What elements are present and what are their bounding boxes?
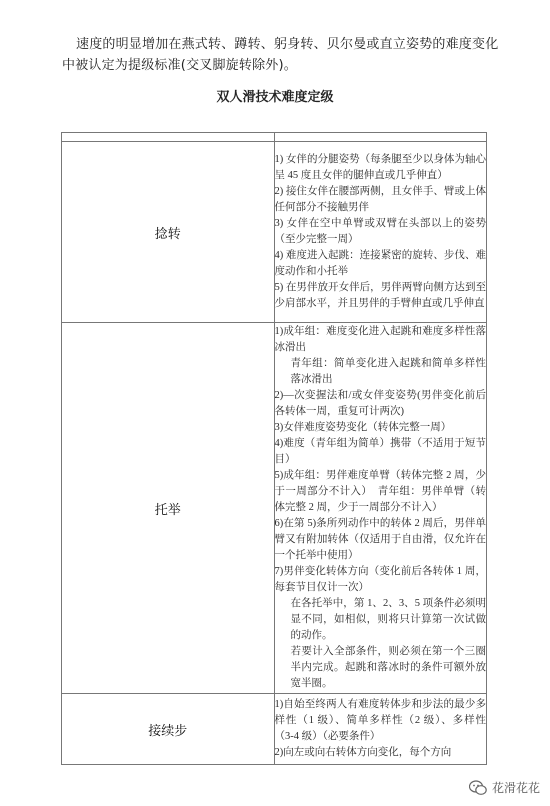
difficulty-table [61, 132, 487, 765]
table-title: 双人滑技术难度定级 [216, 90, 334, 105]
feature-line: 4) 难度进入起跳：连接紧密的旋转、步伐、难度动作和小托举 [274, 250, 486, 277]
feature-line: 4)难度（青年组为简单）携带（不适用于短节目） [274, 438, 486, 465]
feature-line: 5) 在男伴放开女伴后，男伴两臂向侧方达到至少肩部水平，并且男伴的手臂伸直或几乎伸直 [274, 282, 486, 309]
feature-line: 若要计入全部条件，则必须在第一个三圈半内完成。起跳和落冰时的条件可额外放宽半圈。 [290, 646, 486, 689]
watermark-text: 花滑花花 [491, 781, 540, 795]
feature-line: 2) 接住女伴在腰部两侧，且女伴手、臂或上体任何部分不接触男伴 [274, 186, 486, 213]
wechat-icon [469, 780, 487, 796]
row-category: 托举 [62, 323, 275, 694]
row-features [274, 142, 487, 323]
feature-line: 在各托举中，第 1、2、3、5 项条件必须明显不同，如相似，则将只计算第一次试做的动作。 [290, 598, 486, 641]
feature-line: 2)向左或向右转体方向变化，每个方向 [274, 747, 452, 758]
table-row [62, 142, 487, 323]
table-spacer-row [62, 133, 487, 142]
feature-line: 3) 女伴在空中单臂或双臂在头部以上的姿势（至少完整一周） [274, 218, 486, 245]
table-row [62, 323, 487, 694]
feature-line: 1)自始至终两人有难度转体步和步法的最少多样性（1 级）、简单多样性（2 级）、多样性（3-4 级）（必要条件） [274, 699, 486, 742]
feature-line: 6)在第 5)条所列动作中的转体 2 周后，男伴单臂又有附加转体（仅适用于自由滑，仅允许在一个托举中使用） [274, 518, 486, 561]
table-row [62, 694, 487, 765]
feature-line: 2)—次变握法和/或女伴变姿势(男伴变化前后各转体一周，重复可计两次) [274, 390, 486, 417]
row-features [274, 323, 487, 694]
feature-line: 3)女伴难度姿势变化（转体完整一周） [274, 422, 452, 433]
row-category: 接续步 [62, 694, 275, 765]
intro-paragraph: 速度的明显增加在燕式转、蹲转、躬身转、贝尔曼或直立姿势的难度变化中被认定为提级标准(交叉脚旋转除外)。 [62, 37, 499, 73]
feature-line: 青年组：简单变化进入起跳和简单多样性落冰滑出 [290, 358, 486, 385]
row-features [274, 694, 487, 765]
watermark [469, 779, 540, 796]
feature-line: 5)成年组：男伴难度单臂（转体完整 2 周，少于一周部分不计入） 青年组：男伴单臂（转体完整 2 周，少于一周部分不计入） [274, 470, 486, 513]
feature-line: 7)男伴变化转体方向（变化前后各转体 1 周，每套节目仅计一次） [274, 566, 486, 593]
feature-line: 1)成年组：难度变化进入起跳和难度多样性落冰滑出 [274, 326, 486, 353]
row-category: 捻转 [62, 142, 275, 323]
feature-line: 1) 女伴的分腿姿势（每条腿至少以身体为轴心呈 45 度且女伴的腿伸直或几乎伸直） [274, 154, 486, 181]
